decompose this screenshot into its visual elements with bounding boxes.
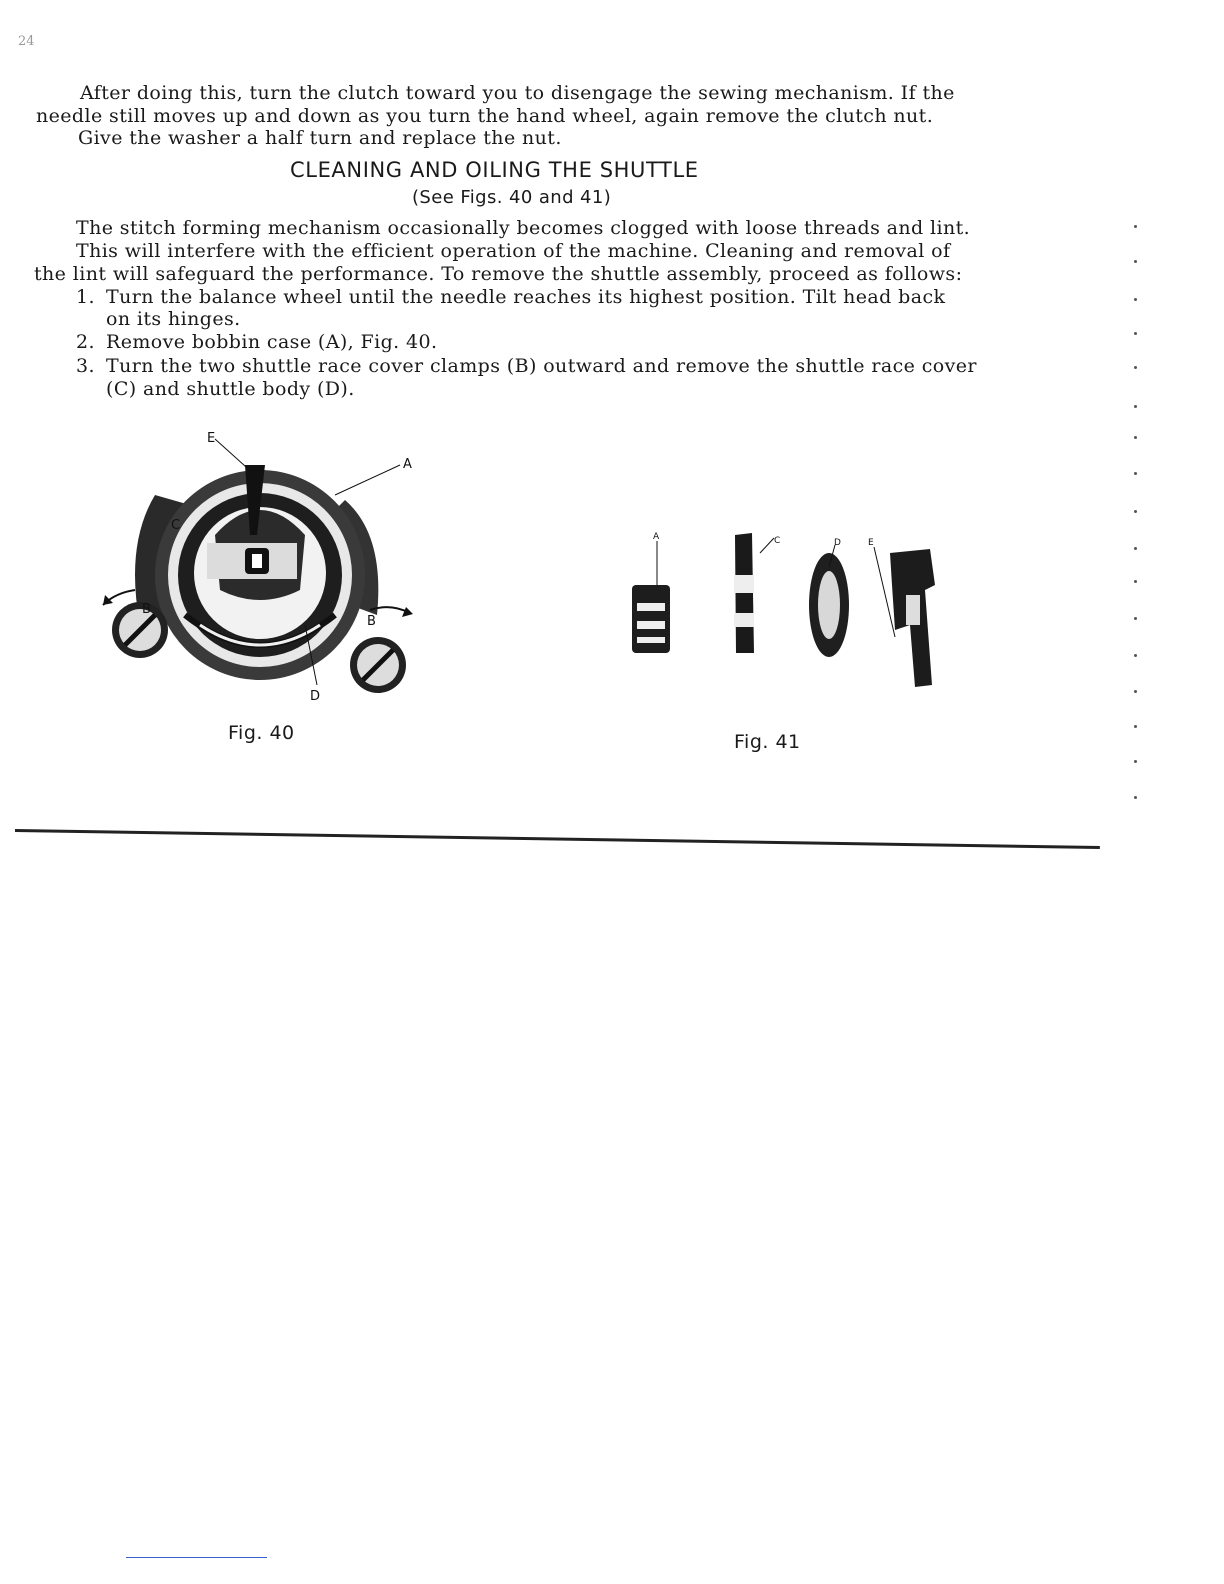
fig40-label-b-left: B [142, 602, 151, 617]
page-divider-rule [15, 829, 1100, 849]
step-3-continued: (C) and shuttle body (D). [106, 378, 355, 400]
step-1-continued: on its hinges. [106, 308, 241, 330]
step-text: Remove bobbin case (A), Fig. 40. [106, 331, 438, 353]
fig41-label-e: E [868, 538, 874, 548]
bottom-blue-line [126, 1557, 267, 1558]
step-1 [76, 286, 945, 309]
step-text: Turn the two shuttle race cover clamps (B) outward and remove the shuttle race cover [106, 355, 977, 377]
step-3 [76, 355, 977, 378]
body-line-2: This will interfere with the efficient operation of the machine. Cleaning and removal of [76, 240, 951, 262]
fig41-label-c: C [774, 536, 781, 546]
fig41-label-d: D [834, 538, 841, 548]
page-number: 24 [18, 34, 35, 49]
step-number: 2. [76, 331, 95, 353]
fig40-label-d: D [310, 689, 321, 704]
fig41-label-a: A [653, 532, 660, 542]
fig40-label-a: A [403, 457, 412, 472]
fig40-label-c: C [171, 518, 181, 533]
fig40-label-b-right: B [367, 614, 376, 629]
body-line-3: the lint will safeguard the performance. To remove the shuttle assembly, proceed as follows: [34, 263, 963, 285]
body-line-1: The stitch forming mechanism occasionally becomes clogged with loose threads and lint. [76, 217, 971, 239]
step-2 [76, 331, 437, 354]
margin-binding-marks [1128, 60, 1148, 820]
section-subtitle: (See Figs. 40 and 41) [412, 187, 612, 208]
figure-41-caption: Fig. 41 [734, 731, 801, 753]
figure-40-illustration [95, 425, 435, 710]
step-number: 1. [76, 286, 95, 308]
step-text: Turn the balance wheel until the needle reaches its highest position. Tilt head back [106, 286, 946, 308]
figure-41-illustration [620, 525, 960, 700]
fig40-label-e: E [207, 431, 216, 446]
intro-line-1: After doing this, turn the clutch toward you to disengage the sewing mechanism. If the [80, 82, 955, 104]
figure-40-caption: Fig. 40 [228, 722, 295, 744]
step-number: 3. [76, 355, 95, 377]
intro-line-2: needle still moves up and down as you turn the hand wheel, again remove the clutch nut. [36, 105, 934, 127]
intro-line-3: Give the washer a half turn and replace the nut. [78, 127, 562, 149]
section-title: CLEANING AND OILING THE SHUTTLE [290, 158, 699, 182]
